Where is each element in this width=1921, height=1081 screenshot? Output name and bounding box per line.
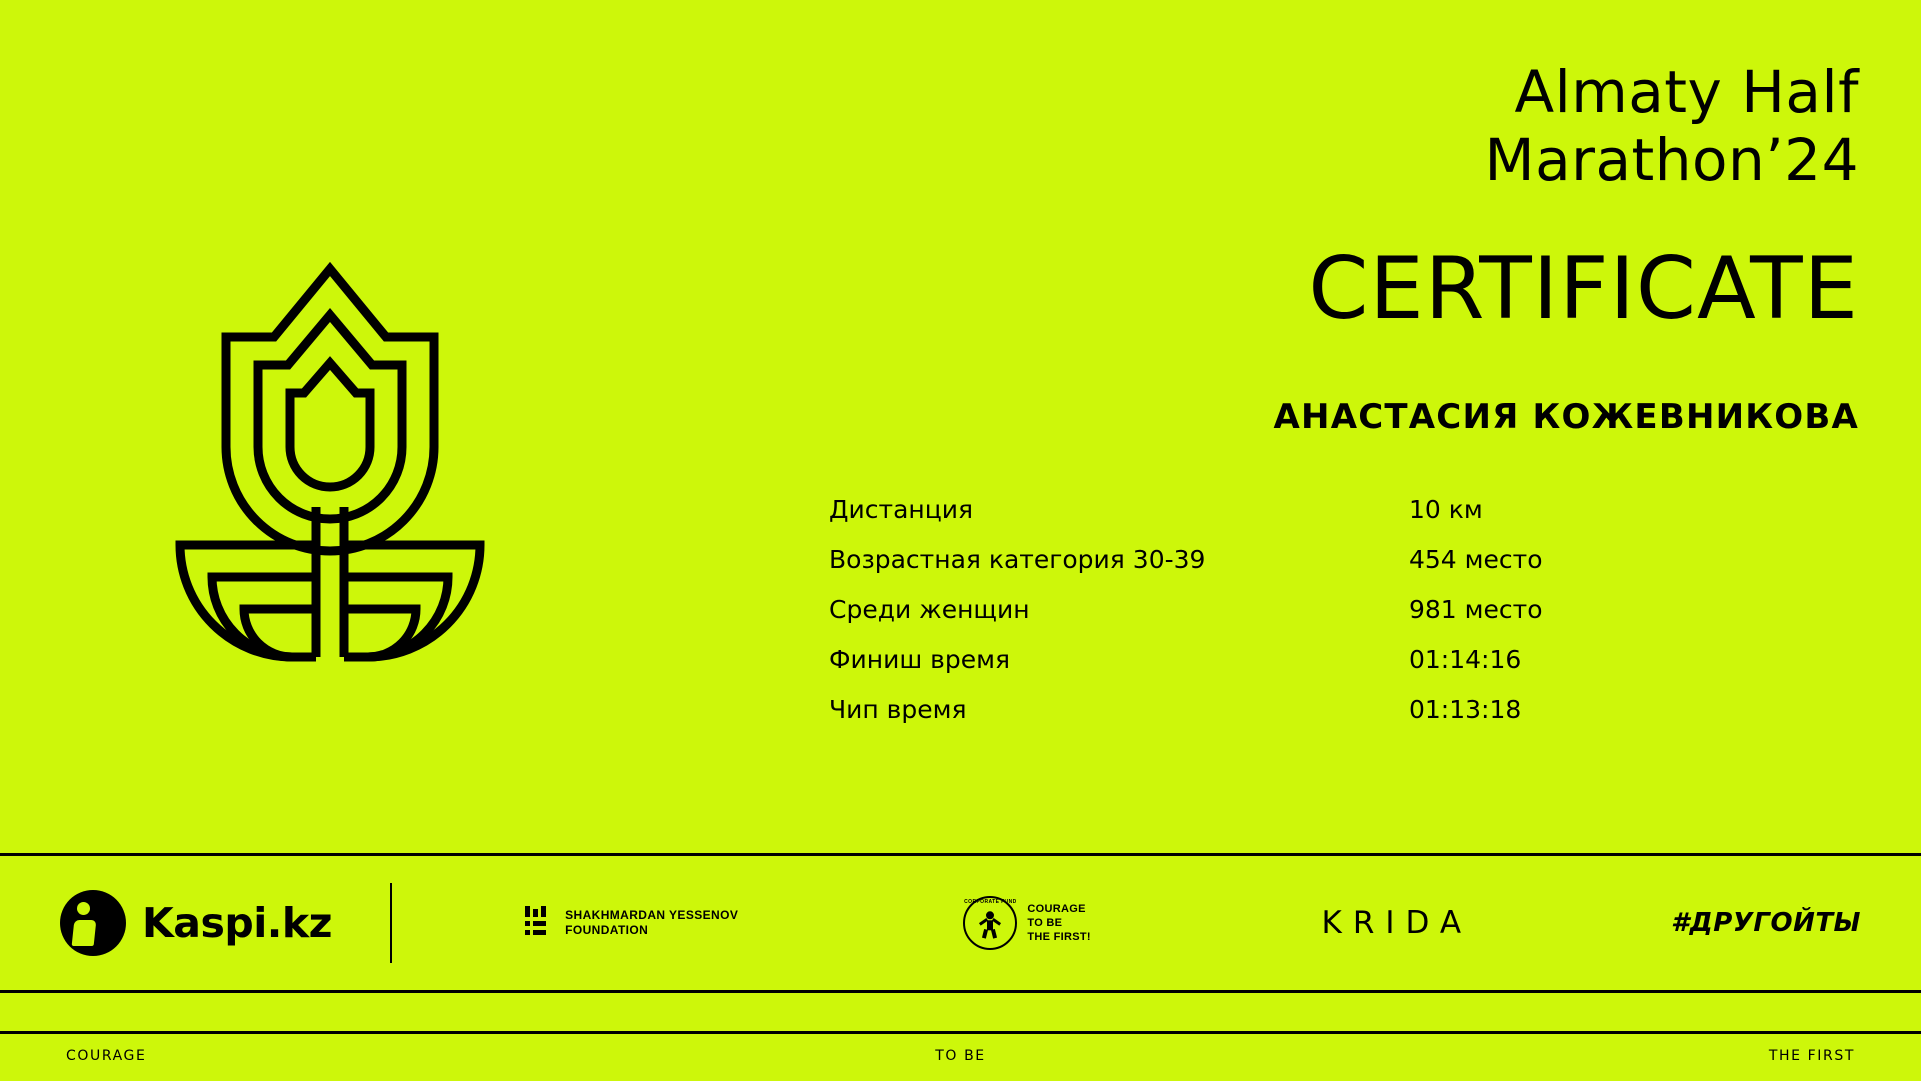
result-label: Возрастная категория 30-39 [829, 544, 1206, 574]
event-title-line2: Marathon’24 [1484, 126, 1859, 195]
kaspi-logo-icon [60, 890, 126, 956]
krida-wordmark: KRIDA [1321, 905, 1473, 941]
athlete-name: АНАСТАСИЯ КОЖЕВНИКОВА [1273, 396, 1859, 437]
table-row [829, 485, 1859, 535]
table-row [829, 635, 1859, 685]
result-value: 454 место [1409, 544, 1543, 574]
result-value: 01:14:16 [1409, 644, 1522, 674]
footer-right: THE FIRST [1768, 1047, 1855, 1064]
tulip-logo-area [0, 0, 660, 853]
result-label: Финиш время [829, 644, 1011, 674]
result-label: Среди женщин [829, 594, 1030, 624]
result-value: 10 км [1409, 494, 1483, 524]
results-table [829, 485, 1859, 735]
sponsor-yessenov [434, 906, 829, 940]
result-label: Чип время [829, 694, 967, 724]
event-title-line1: Almaty Half [1514, 58, 1859, 126]
footer-left: COURAGE [66, 1047, 147, 1064]
yessenov-line1: SHAKHMARDAN YESSENOV [565, 908, 739, 922]
corporate-fund-ring-label: CORPORATE FUND [964, 899, 1017, 905]
drugoity-wordmark: #ДРУГОЙТЫ [1671, 908, 1861, 938]
certificate-info [660, 0, 1921, 853]
footer-gap [0, 993, 1921, 1031]
sponsor-kaspi [60, 890, 332, 956]
runner-figure-icon [979, 911, 1001, 937]
sponsor-drugoity [1569, 908, 1861, 938]
corporate-fund-wordmark [1027, 902, 1091, 945]
document-type-heading: CERTIFICATE [1308, 238, 1859, 339]
result-value: 981 место [1409, 594, 1543, 624]
corporate-fund-line1: COURAGE [1027, 902, 1086, 915]
table-row [829, 535, 1859, 585]
kaspi-wordmark: Kaspi.kz [142, 899, 332, 947]
yessenov-wordmark [565, 908, 738, 938]
result-value: 01:13:18 [1409, 694, 1522, 724]
corporate-fund-line3: THE FIRST! [1027, 931, 1091, 944]
sponsor-divider [390, 883, 392, 963]
event-title [1485, 58, 1859, 195]
corporate-fund-logo-icon [963, 896, 1017, 950]
sponsor-corporate-fund [829, 896, 1224, 950]
yessenov-logo-icon [525, 906, 555, 940]
table-row [829, 685, 1859, 735]
tulip-logo-icon [110, 207, 550, 667]
yessenov-line2: FOUNDATION [565, 923, 649, 937]
sponsor-bar [0, 853, 1921, 993]
result-label: Дистанция [829, 494, 974, 524]
table-row [829, 585, 1859, 635]
footer-middle: TO BE [935, 1047, 986, 1064]
sponsor-krida [1225, 905, 1569, 941]
footer-slogan [0, 1031, 1921, 1077]
corporate-fund-line2: TO BE [1027, 916, 1063, 929]
